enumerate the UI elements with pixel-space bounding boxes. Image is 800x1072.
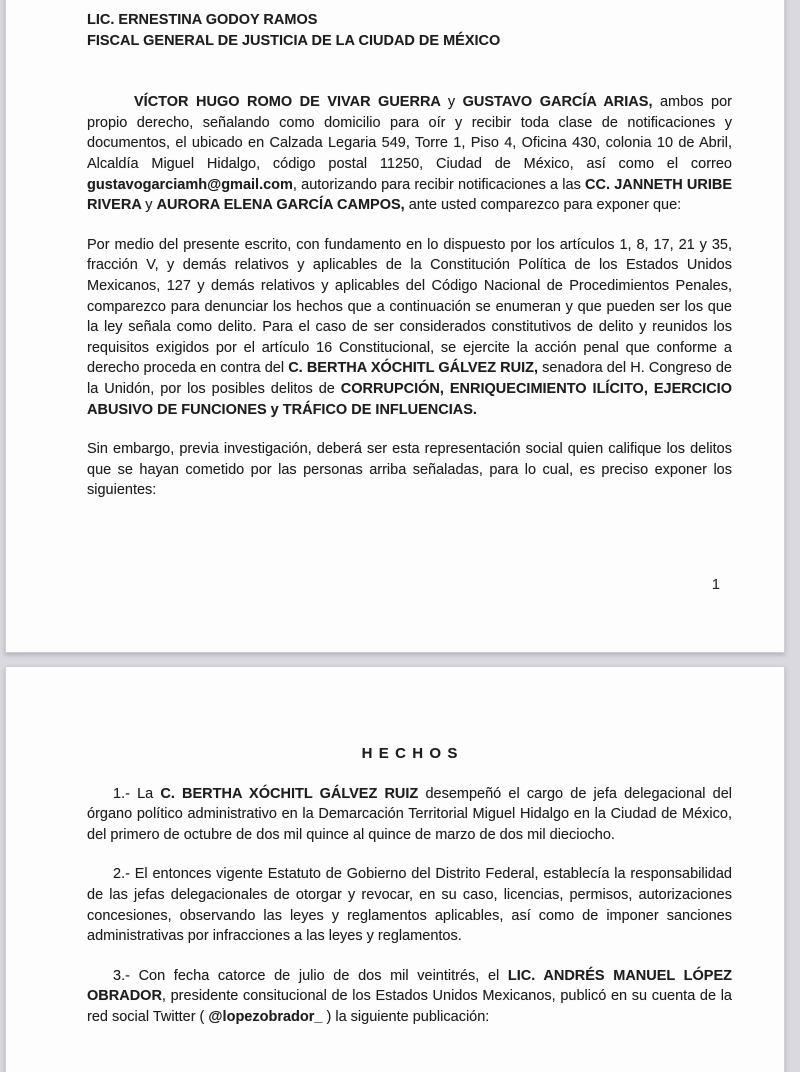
fact-paragraph-1: 1.- La C. BERTHA XÓCHITL GÁLVEZ RUIZ desempeñó el cargo de jefa delegacional del órgano político administrativo en la Demarcación Territorial Miguel Hidalgo en la Ciudad de México, del primero de octubre de dos mil quince al quince de marzo de dos mil dieciocho. <box>87 785 733 843</box>
document-page-1 <box>5 0 785 653</box>
recipient-block <box>87 10 732 51</box>
page-2-content <box>87 667 732 1072</box>
facts-heading: HECHOS <box>361 745 464 762</box>
recipient-title: FISCAL GENERAL DE JUSTICIA DE LA CIUDAD DE MÉXICO <box>87 32 501 49</box>
fact-paragraph-3: 3.- Con fecha catorce de julio de dos mil veintitrés, el LIC. ANDRÉS MANUEL LÓPEZ OBRADOR, presidente consitucional de los Estados Unidos Mexicanos, publicó en su cuenta de la red social Twitter ( @lopezobrador_ ) la siguiente publicación: <box>87 967 732 1025</box>
paragraph-legal-basis: Por medio del presente escrito, con fundamento en lo dispuesto por los artículos 1, 8, 17, 21 y 35, fracción V, y demás relativos y aplicables de la Constitución Política de los Estados Unidos Mexicanos, 127 y demás relativos y aplicables del Código Nacional de Procedimientos Penales, comparezco para denunciar los hechos que a continuación se enumeran y que pueden ser los que la ley señala como delito. Para el caso de ser considerados constitutivos de delito y reunidos los requisitos exigidos por el artículo 16 Constitucional, se ejercite la acción penal que conforme a derecho proceda en contra del C. BERTHA XÓCHITL GÁLVEZ RUIZ, senadora del H. Congreso de la Unidón, por los posibles delitos de CORRUPCIÓN, ENRIQUECIMIENTO ILÍCITO, EJERCICIO ABUSIVO DE FUNCIONES y TRÁFICO DE INFLUENCIAS. <box>87 236 732 418</box>
paragraph-appearance: VÍCTOR HUGO ROMO DE VIVAR GUERRA y GUSTAVO GARCÍA ARIAS, ambos por propio derecho, señalando como domicilio para oír y recibir toda clase de notificaciones y documentos, el ubicado en Calzada Legaria 549, Torre 1, Piso 4, Oficina 430, colonia 10 de Abril, Alcaldía Miguel Hidalgo, código postal 11250, Ciudad de México, así como el correo gustavogarciamh@gmail.com, autorizando para recibir notificaciones a las CC. JANNETH URIBE RIVERA y AURORA ELENA GARCÍA CAMPOS, ante usted comparezco para exponer que: <box>87 94 732 214</box>
paragraph-caveat: Sin embargo, previa investigación, deberá ser esta representación social quien califique los delitos que se hayan cometido por las personas arriba señaladas, para lo cual, es preciso exponer los siguientes: <box>87 441 732 499</box>
document-page-2 <box>5 666 785 1072</box>
page-1-content <box>87 0 732 652</box>
recipient-name: LIC. ERNESTINA GODOY RAMOS <box>87 12 318 28</box>
page-number: 1 <box>711 577 720 593</box>
fact-paragraph-2: 2.- El entonces vigente Estatuto de Gobierno del Distrito Federal, establecía la responsabilidad de las jefas delegacionales de otorgar y revocar, en su caso, licencias, permisos, autorizaciones concesiones, observando las leyes y reglamentos aplicables, así como de imponer sanciones administrativas por infracciones a las leyes y reglamentos. <box>87 866 732 945</box>
